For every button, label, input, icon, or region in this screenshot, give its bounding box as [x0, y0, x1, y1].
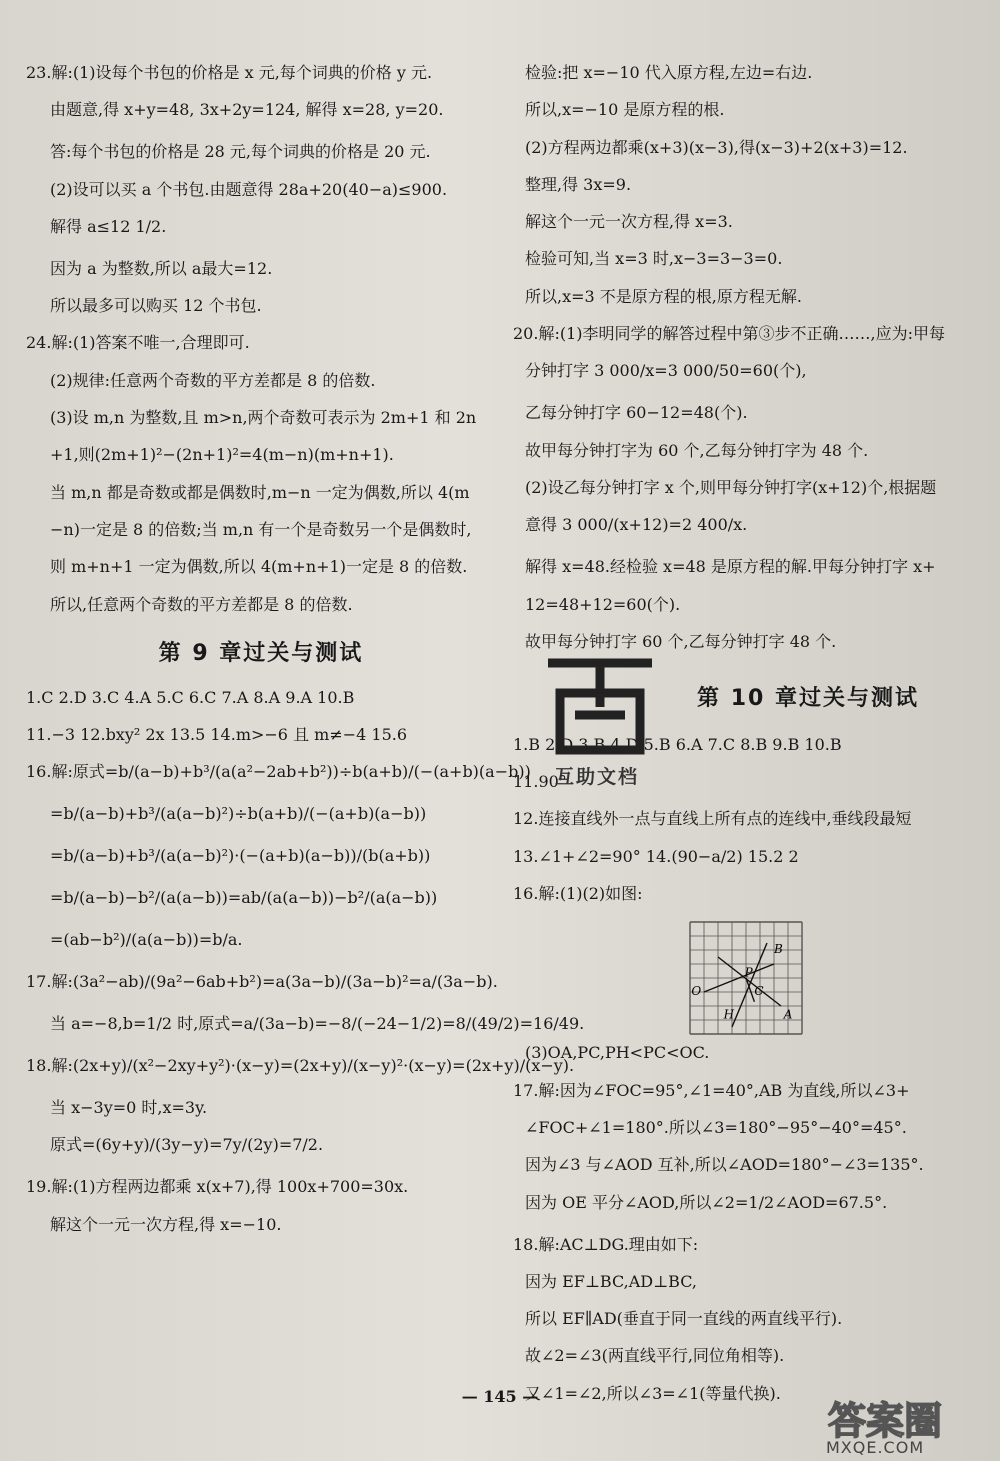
text-line: 因为∠3 与∠AOD 互补,所以∠AOD=180°−∠3=135°.	[525, 1155, 924, 1175]
text-line: 解这个一元一次方程,得 x=3.	[525, 212, 733, 232]
figure-label-B: B	[774, 942, 783, 957]
text-line: 故甲每分钟打字 60 个,乙每分钟打字 48 个.	[525, 631, 837, 651]
text-line: 答:每个书包的价格是 28 元,每个词典的价格是 20 元.	[50, 142, 431, 162]
text-line: 19.解:(1)方程两边都乘 x(x+7),得 100x+700=30x.	[26, 1177, 409, 1197]
text-line: 1.C 2.D 3.C 4.A 5.C 6.C 7.A 8.A 9.A 10.B	[26, 687, 355, 707]
logo-text: MXQE.COM	[826, 1438, 925, 1457]
text-line: 11.−3 12.bxy² 2x 13.5 14.m>−6 且 m≠−4 15.6	[26, 724, 408, 744]
text-line: =b/(a−b)+b³/(a(a−b)²)÷b(a+b)/(−(a+b)(a−b))	[50, 804, 427, 824]
text-line: 17.解:因为∠FOC=95°,∠1=40°,AB 为直线,所以∠3+	[513, 1080, 910, 1100]
watermark-stamp-icon	[540, 655, 660, 760]
text-line: 原式=(6y+y)/(3y−y)=7y/(2y)=7/2.	[50, 1135, 324, 1155]
text-line: (2)设乙每分钟打字 x 个,则甲每分钟打字(x+12)个,根据题	[525, 477, 937, 497]
grid-figure	[688, 920, 804, 1038]
text-line: 因为 OE 平分∠AOD,所以∠2=1/2∠AOD=67.5°.	[525, 1192, 888, 1212]
text-line: 20.解:(1)李明同学的解答过程中第③步不正确……,应为:甲每	[513, 324, 945, 344]
chapter-heading: 第 9 章过关与测试	[158, 640, 364, 666]
text-line: 检验:把 x=−10 代入原方程,左边=右边.	[525, 63, 813, 82]
text-line: 当 a=−8,b=1/2 时,原式=a/(3a−b)=−8/(−24−1/2)=8/(49/2)=16/49.	[50, 1014, 585, 1034]
text-line: 16.解:原式=b/(a−b)+b³/(a(a²−2ab+b²))÷b(a+b)/(−(a+b)(a−b))	[26, 762, 531, 782]
text-line: 检验可知,当 x=3 时,x−3=3−3=0.	[525, 249, 783, 269]
text-line: 18.解:(2x+y)/(x²−2xy+y²)·(x−y)=(2x+y)/(x−y)²·(x−y)=(2x+y)/(x−y).	[26, 1056, 575, 1076]
text-line: 意得 3 000/(x+12)=2 400/x.	[525, 515, 748, 535]
text-line: 解这个一元一次方程,得 x=−10.	[50, 1214, 282, 1234]
text-line: 则 m+n+1 一定为偶数,所以 4(m+n+1)一定是 8 的倍数.	[50, 557, 468, 577]
text-line: 所以最多可以购买 12 个书包.	[50, 296, 262, 316]
text-line: 解得 x=48.经检验 x=48 是原方程的解.甲每分钟打字 x+	[525, 557, 936, 577]
page-number: — 145 —	[461, 1387, 539, 1406]
watermark-text: 互助文档	[555, 766, 640, 788]
text-line: 又∠1=∠2,所以∠3=∠1(等量代换).	[525, 1383, 781, 1403]
text-line: 所以,x=−10 是原方程的根.	[525, 100, 725, 120]
text-line: 故甲每分钟打字为 60 个,乙每分钟打字为 48 个.	[525, 440, 869, 460]
svg-text:答案圈: 答案圈	[828, 1399, 943, 1443]
text-line: 整理,得 3x=9.	[525, 174, 632, 194]
text-line: 解得 a≤12 1/2.	[50, 216, 167, 236]
figure-label-C: C	[754, 984, 764, 999]
text-line: (3)设 m,n 为整数,且 m>n,两个奇数可表示为 2m+1 和 2n	[50, 408, 477, 428]
figure-label-H: H	[723, 1007, 735, 1022]
text-line: (2)方程两边都乘(x+3)(x−3),得(x−3)+2(x+3)=12.	[525, 137, 908, 157]
text-line: −n)一定是 8 的倍数;当 m,n 有一个是奇数另一个是偶数时,	[50, 519, 472, 539]
text-line: 23.解:(1)设每个书包的价格是 x 元,每个词典的价格 y 元.	[26, 63, 433, 82]
text-line: 乙每分钟打字 60−12=48(个).	[525, 403, 748, 423]
text-line: ∠FOC+∠1=180°.所以∠3=180°−95°−40°=45°.	[525, 1117, 907, 1137]
text-line: 11.90°	[513, 772, 567, 792]
text-line: =b/(a−b)−b²/(a(a−b))=ab/(a(a−b))−b²/(a(a−b))	[50, 888, 438, 908]
text-line: 所以,x=3 不是原方程的根,原方程无解.	[525, 286, 802, 306]
figure-label-O: O	[691, 984, 702, 999]
text-line: 当 m,n 都是奇数或都是偶数时,m−n 一定为偶数,所以 4(m	[50, 482, 470, 502]
text-line: 因为 a 为整数,所以 a最大=12.	[50, 258, 273, 278]
text-line: 由题意,得 x+y=48, 3x+2y=124, 解得 x=28, y=20.	[50, 100, 444, 120]
text-line: +1,则(2m+1)²−(2n+1)²=4(m−n)(m+n+1).	[50, 445, 394, 465]
text-line: 因为 EF⊥BC,AD⊥BC,	[525, 1271, 697, 1291]
text-line: 所以,任意两个奇数的平方差都是 8 的倍数.	[50, 594, 353, 614]
text-line: 18.解:AC⊥DG.理由如下:	[513, 1234, 699, 1254]
text-line: 分钟打字 3 000/x=3 000/50=60(个),	[525, 361, 807, 381]
figure-label-A: A	[783, 1007, 793, 1022]
text-line: 故∠2=∠3(两直线平行,同位角相等).	[525, 1346, 785, 1366]
text-line: (2)设可以买 a 个书包.由题意得 28a+20(40−a)≤900.	[50, 179, 448, 199]
text-line: 12.连接直线外一点与直线上所有点的连线中,垂线段最短	[513, 809, 912, 829]
figure-label-P: P	[744, 965, 753, 980]
chapter-heading: 第 10 章过关与测试	[697, 685, 919, 711]
text-line: 16.解:(1)(2)如图:	[513, 884, 643, 904]
text-line: 所以 EF∥AD(垂直于同一直线的两直线平行).	[525, 1309, 843, 1329]
text-line: =b/(a−b)+b³/(a(a−b)²)·(−(a+b)(a−b))/(b(a+b))	[50, 846, 431, 866]
text-line: 17.解:(3a²−ab)/(9a²−6ab+b²)=a(3a−b)/(3a−b)²=a/(3a−b).	[26, 972, 498, 992]
text-line: 13.∠1+∠2=90° 14.(90−a/2) 15.2 2	[513, 846, 799, 866]
text-line: 12=48+12=60(个).	[525, 594, 681, 614]
text-line: (3)OA,PC,PH<PC<OC.	[525, 1043, 710, 1063]
text-line: (2)规律:任意两个奇数的平方差都是 8 的倍数.	[50, 370, 376, 390]
text-line: =(ab−b²)/(a(a−b))=b/a.	[50, 930, 243, 950]
text-line: 当 x−3y=0 时,x=3y.	[50, 1098, 208, 1118]
text-line: 1.B 2.D 3.B 4.D 5.B 6.A 7.C 8.B 9.B 10.B	[513, 734, 842, 754]
text-line: 24.解:(1)答案不唯一,合理即可.	[26, 333, 250, 353]
